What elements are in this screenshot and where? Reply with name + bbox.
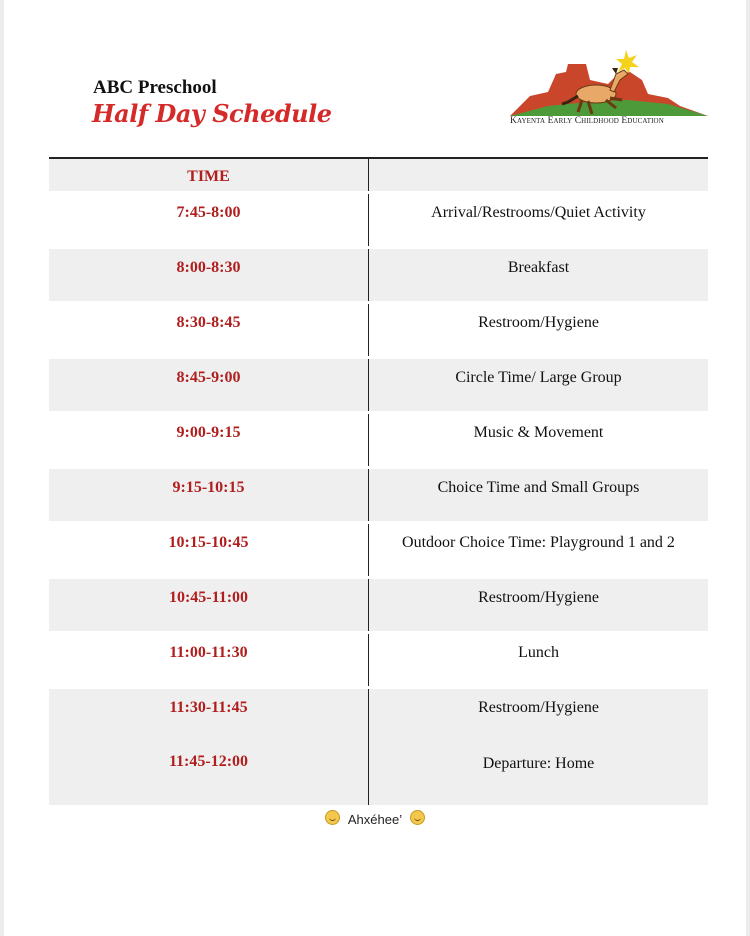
time-cell: 8:00-8:30 bbox=[49, 249, 369, 301]
time-cell: 10:15-10:45 bbox=[49, 524, 369, 576]
footer bbox=[4, 810, 746, 827]
activity-cell: Circle Time/ Large Group bbox=[455, 369, 622, 386]
table-row bbox=[49, 414, 708, 466]
table-row bbox=[49, 249, 708, 301]
activity-column-header bbox=[369, 159, 708, 191]
activity-cell: Restroom/Hygiene bbox=[478, 314, 599, 331]
activity-cell: Outdoor Choice Time: Playground 1 and 2 bbox=[402, 534, 675, 551]
table-row bbox=[49, 194, 708, 246]
time-cell: 9:15-10:15 bbox=[49, 469, 369, 521]
smiling-face-icon bbox=[325, 810, 340, 825]
time-cell: 11:30-11:45 bbox=[49, 689, 369, 745]
sun-icon bbox=[616, 50, 639, 75]
activity-cell: Arrival/Restrooms/Quiet Activity bbox=[431, 204, 646, 221]
time-cell: 8:30-8:45 bbox=[49, 304, 369, 356]
activity-cell: Breakfast bbox=[507, 259, 570, 276]
table-row bbox=[49, 469, 708, 521]
time-column-header: TIME bbox=[49, 159, 369, 191]
activity-cell: Choice Time and Small Groups bbox=[437, 479, 640, 496]
table-row bbox=[49, 579, 708, 631]
time-cell: 8:45-9:00 bbox=[49, 359, 369, 411]
table-row bbox=[49, 524, 708, 576]
table-row bbox=[49, 689, 708, 745]
activity-cell: Departure: Home bbox=[482, 755, 595, 772]
time-cell: 10:45-11:00 bbox=[49, 579, 369, 631]
smiling-face-icon bbox=[410, 810, 425, 825]
table-row bbox=[49, 745, 708, 805]
footer-text: Ahxéhee’ bbox=[347, 812, 403, 827]
time-cell: 7:45-8:00 bbox=[49, 194, 369, 246]
schedule-title: Half Day Schedule bbox=[92, 99, 332, 128]
table-row bbox=[49, 304, 708, 356]
activity-cell: Lunch bbox=[518, 644, 559, 661]
activity-cell: Restroom/Hygiene bbox=[478, 699, 599, 716]
activity-cell: Music & Movement bbox=[473, 424, 604, 441]
schedule-table bbox=[49, 157, 708, 805]
table-header-row bbox=[49, 159, 708, 191]
school-name: ABC Preschool bbox=[93, 77, 217, 98]
time-cell: 11:00-11:30 bbox=[49, 634, 369, 686]
time-cell: 9:00-9:15 bbox=[49, 414, 369, 466]
table-row bbox=[49, 634, 708, 686]
document-page bbox=[4, 0, 746, 936]
activity-cell: Restroom/Hygiene bbox=[478, 589, 599, 606]
table-row bbox=[49, 359, 708, 411]
time-cell: 11:45-12:00 bbox=[49, 745, 369, 805]
logo-caption: Kayenta Early Childhood Education bbox=[510, 116, 664, 126]
